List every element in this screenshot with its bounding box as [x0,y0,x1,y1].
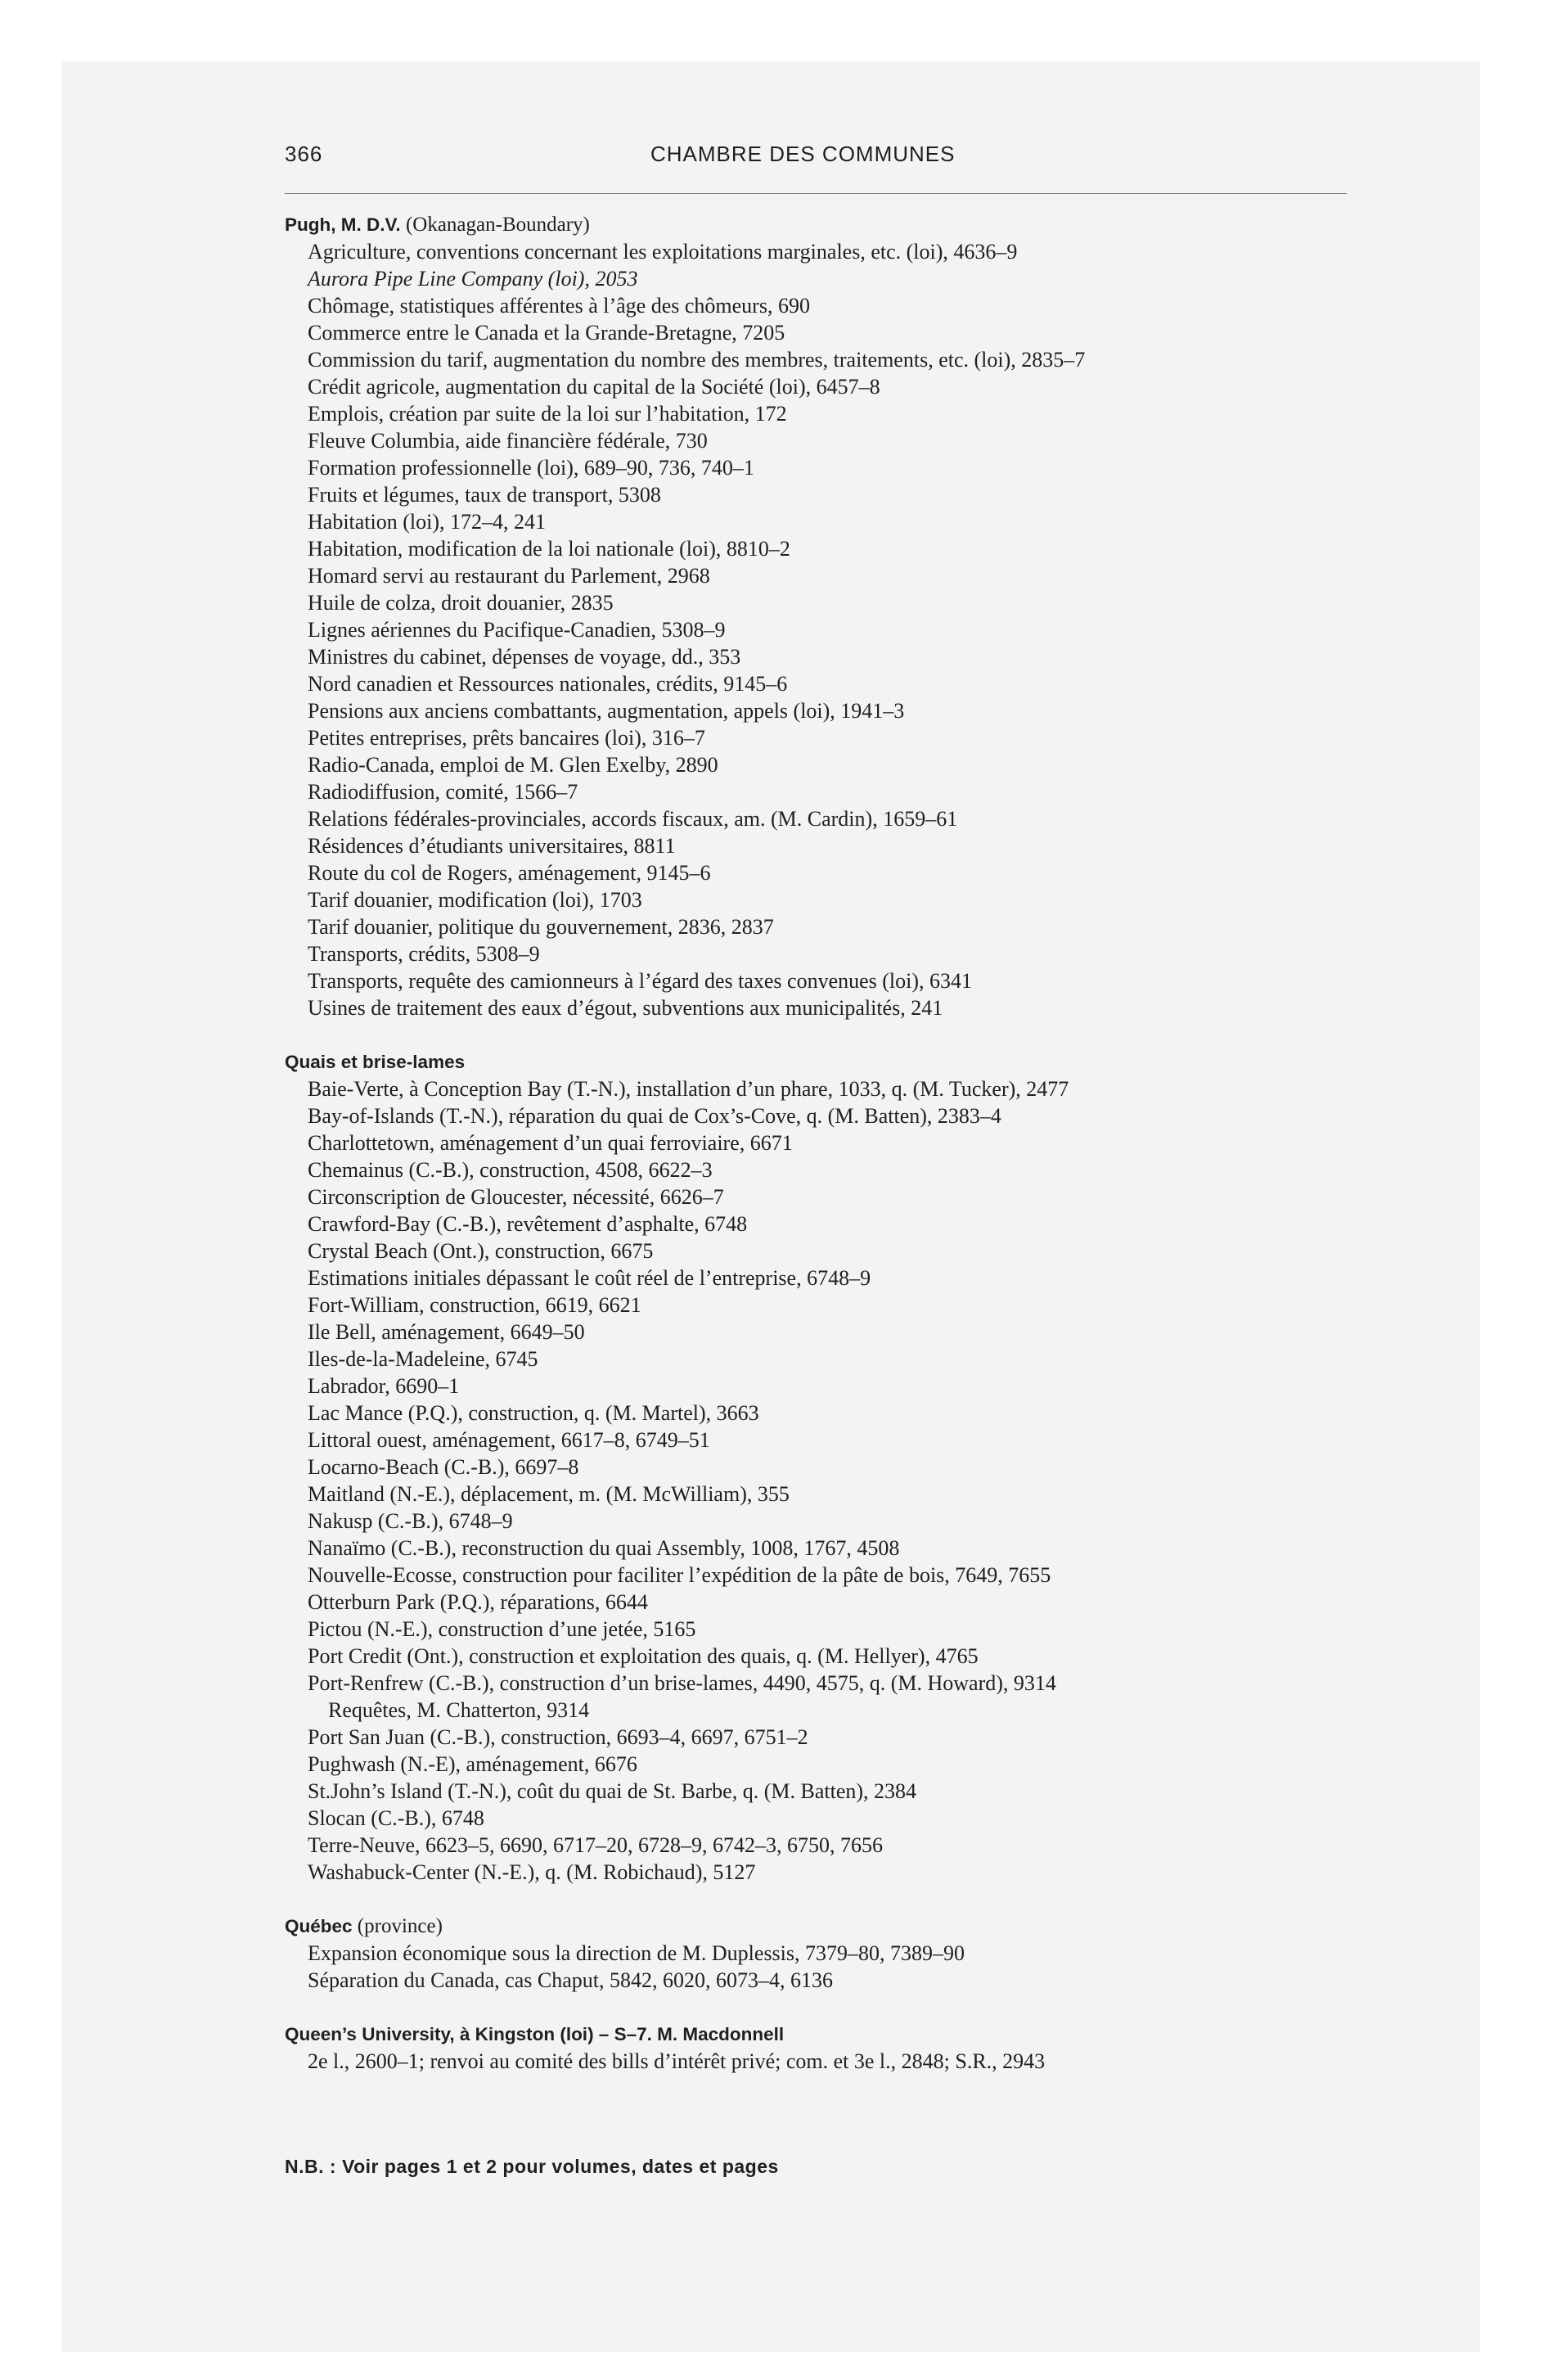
header-divider [285,193,1347,194]
index-entry: Pughwash (N.-E), aménagement, 6676 [308,1752,637,1776]
index-entry: Lignes aériennes du Pacifique-Canadien, 5308–9 [308,618,726,642]
page-title: CHAMBRE DES COMMUNES [650,142,956,166]
index-entry: Commerce entre le Canada et la Grande-Bretagne, 7205 [308,321,785,345]
section-heading-name: Québec [285,1916,353,1936]
index-entry: Crawford-Bay (C.-B.), revêtement d’asphalte, 6748 [308,1212,748,1236]
index-entry: Estimations initiales dépassant le coût réel de l’entreprise, 6748–9 [308,1266,871,1290]
index-entry: Commission du tarif, augmentation du nombre des membres, traitements, etc. (loi), 2835–7 [308,348,1086,372]
section-heading-qualifier: (Okanagan-Boundary) [405,214,590,236]
index-entry: Terre-Neuve, 6623–5, 6690, 6717–20, 6728–9, 6742–3, 6750, 7656 [308,1833,883,1857]
index-entry: Nord canadien et Ressources nationales, crédits, 9145–6 [308,672,788,696]
index-entry: Aurora Pipe Line Company (loi), 2053 [308,267,638,291]
section-heading [285,2021,1414,2048]
index-entry: Séparation du Canada, cas Chaput, 5842, 6020, 6073–4, 6136 [308,1968,833,1992]
index-entry: Tarif douanier, politique du gouvernement, 2836, 2837 [308,915,774,939]
index-entry: Nanaïmo (C.-B.), reconstruction du quai Assembly, 1008, 1767, 4508 [308,1536,900,1560]
index-entry: Route du col de Rogers, aménagement, 9145–6 [308,861,711,885]
section-heading [285,1913,1414,1940]
index-entry: Transports, crédits, 5308–9 [308,942,540,966]
index-entry: Chemainus (C.-B.), construction, 4508, 6622–3 [308,1158,713,1182]
page-number: 366 [285,142,323,166]
index-entry: Tarif douanier, modification (loi), 1703 [308,888,642,912]
index-entry: Port-Renfrew (C.-B.), construction d’un brise-lames, 4490, 4575, q. (M. Howard), 9314 [308,1671,1056,1695]
index-section [285,211,1414,1021]
index-entry: Port Credit (Ont.), construction et exploitation des quais, q. (M. Hellyer), 4765 [308,1644,979,1668]
index-entry: Habitation (loi), 172–4, 241 [308,510,547,534]
index-entry: Otterburn Park (P.Q.), réparations, 6644 [308,1590,648,1614]
index-entry: Iles-de-la-Madeleine, 6745 [308,1347,538,1371]
index-entry: 2e l., 2600–1; renvoi au comité des bills d’intérêt privé; com. et 3e l., 2848; S.R., 2943 [308,2049,1046,2073]
index-entry: Charlottetown, aménagement d’un quai ferroviaire, 6671 [308,1131,793,1155]
index-entry: Habitation, modification de la loi nationale (loi), 8810–2 [308,537,790,561]
section-heading-name: Queen’s University, à Kingston (loi) – S–7. M. Macdonnell [285,2024,785,2044]
index-entry: Expansion économique sous la direction de M. Duplessis, 7379–80, 7389–90 [308,1941,965,1965]
index-entry: Maitland (N.-E.), déplacement, m. (M. McWilliam), 355 [308,1482,790,1506]
index-entry: Radiodiffusion, comité, 1566–7 [308,780,578,804]
index-entry: Labrador, 6690–1 [308,1374,460,1398]
index-entry: Crédit agricole, augmentation du capital de la Société (loi), 6457–8 [308,375,880,399]
index-entry: Petites entreprises, prêts bancaires (loi), 316–7 [308,726,705,750]
index-entry: Bay-of-Islands (T.-N.), réparation du quai de Cox’s-Cove, q. (M. Batten), 2383–4 [308,1104,1001,1128]
index-entry: Requêtes, M. Chatterton, 9314 [328,1698,590,1722]
index-entry: Littoral ouest, aménagement, 6617–8, 6749–51 [308,1428,710,1452]
index-section [285,2021,1414,2075]
index-entry: Slocan (C.-B.), 6748 [308,1806,484,1830]
index-entry: Washabuck-Center (N.-E.), q. (M. Robichaud), 5127 [308,1860,756,1884]
section-heading-qualifier: (province) [357,1915,443,1937]
index-entry: Chômage, statistiques afférentes à l’âge des chômeurs, 690 [308,294,810,318]
index-section [285,1913,1414,1994]
index-entry: Radio-Canada, emploi de M. Glen Exelby, 2890 [308,753,718,777]
index-entry: Emplois, création par suite de la loi sur l’habitation, 172 [308,402,787,426]
index-entry: Nakusp (C.-B.), 6748–9 [308,1509,513,1533]
index-entry: Relations fédérales-provinciales, accords fiscaux, am. (M. Cardin), 1659–61 [308,807,958,831]
index-entry: Nouvelle-Ecosse, construction pour faciliter l’expédition de la pâte de bois, 7649, 7655 [308,1563,1051,1587]
index-entry: Ministres du cabinet, dépenses de voyage, dd., 353 [308,645,741,669]
index-entry: Usines de traitement des eaux d’égout, subventions aux municipalités, 241 [308,996,943,1020]
index-entry: Résidences d’étudiants universitaires, 8811 [308,834,676,858]
index-entry: Baie-Verte, à Conception Bay (T.-N.), installation d’un phare, 1033, q. (M. Tucker), 2477 [308,1077,1069,1101]
index-entry: St.John’s Island (T.-N.), coût du quai de St. Barbe, q. (M. Batten), 2384 [308,1779,917,1803]
section-heading-name: Pugh, M. D.V. [285,214,401,235]
index-entry: Huile de colza, droit douanier, 2835 [308,591,614,615]
index-entry: Pensions aux anciens combattants, augmentation, appels (loi), 1941–3 [308,699,905,723]
index-entry: Crystal Beach (Ont.), construction, 6675 [308,1239,654,1263]
section-heading-name: Quais et brise-lames [285,1052,466,1072]
index-entry: Locarno-Beach (C.-B.), 6697–8 [308,1455,579,1479]
index-entry: Transports, requête des camionneurs à l’égard des taxes convenues (loi), 6341 [308,969,973,993]
index-section [285,1048,1414,1886]
index-entry: Circonscription de Gloucester, nécessité, 6626–7 [308,1185,724,1209]
index-entry: Homard servi au restaurant du Parlement, 2968 [308,564,710,588]
index-entry: Ile Bell, aménagement, 6649–50 [308,1320,585,1344]
footer-note: N.B. : Voir pages 1 et 2 pour volumes, dates et pages [285,2156,779,2177]
index-entry: Fleuve Columbia, aide financière fédérale, 730 [308,429,708,453]
index-entry: Fruits et légumes, taux de transport, 5308 [308,483,661,507]
index-entry: Lac Mance (P.Q.), construction, q. (M. Martel), 3663 [308,1401,759,1425]
index-entry: Pictou (N.-E.), construction d’une jetée, 5165 [308,1617,696,1641]
section-heading [285,211,1414,238]
index-entry: Agriculture, conventions concernant les exploitations marginales, etc. (loi), 4636–9 [308,240,1018,264]
section-heading [285,1048,1414,1075]
index-entry: Formation professionnelle (loi), 689–90, 736, 740–1 [308,456,754,480]
index-entry: Port San Juan (C.-B.), construction, 6693–4, 6697, 6751–2 [308,1725,808,1749]
index-content [285,211,1414,2075]
index-entry: Fort-William, construction, 6619, 6621 [308,1293,641,1317]
